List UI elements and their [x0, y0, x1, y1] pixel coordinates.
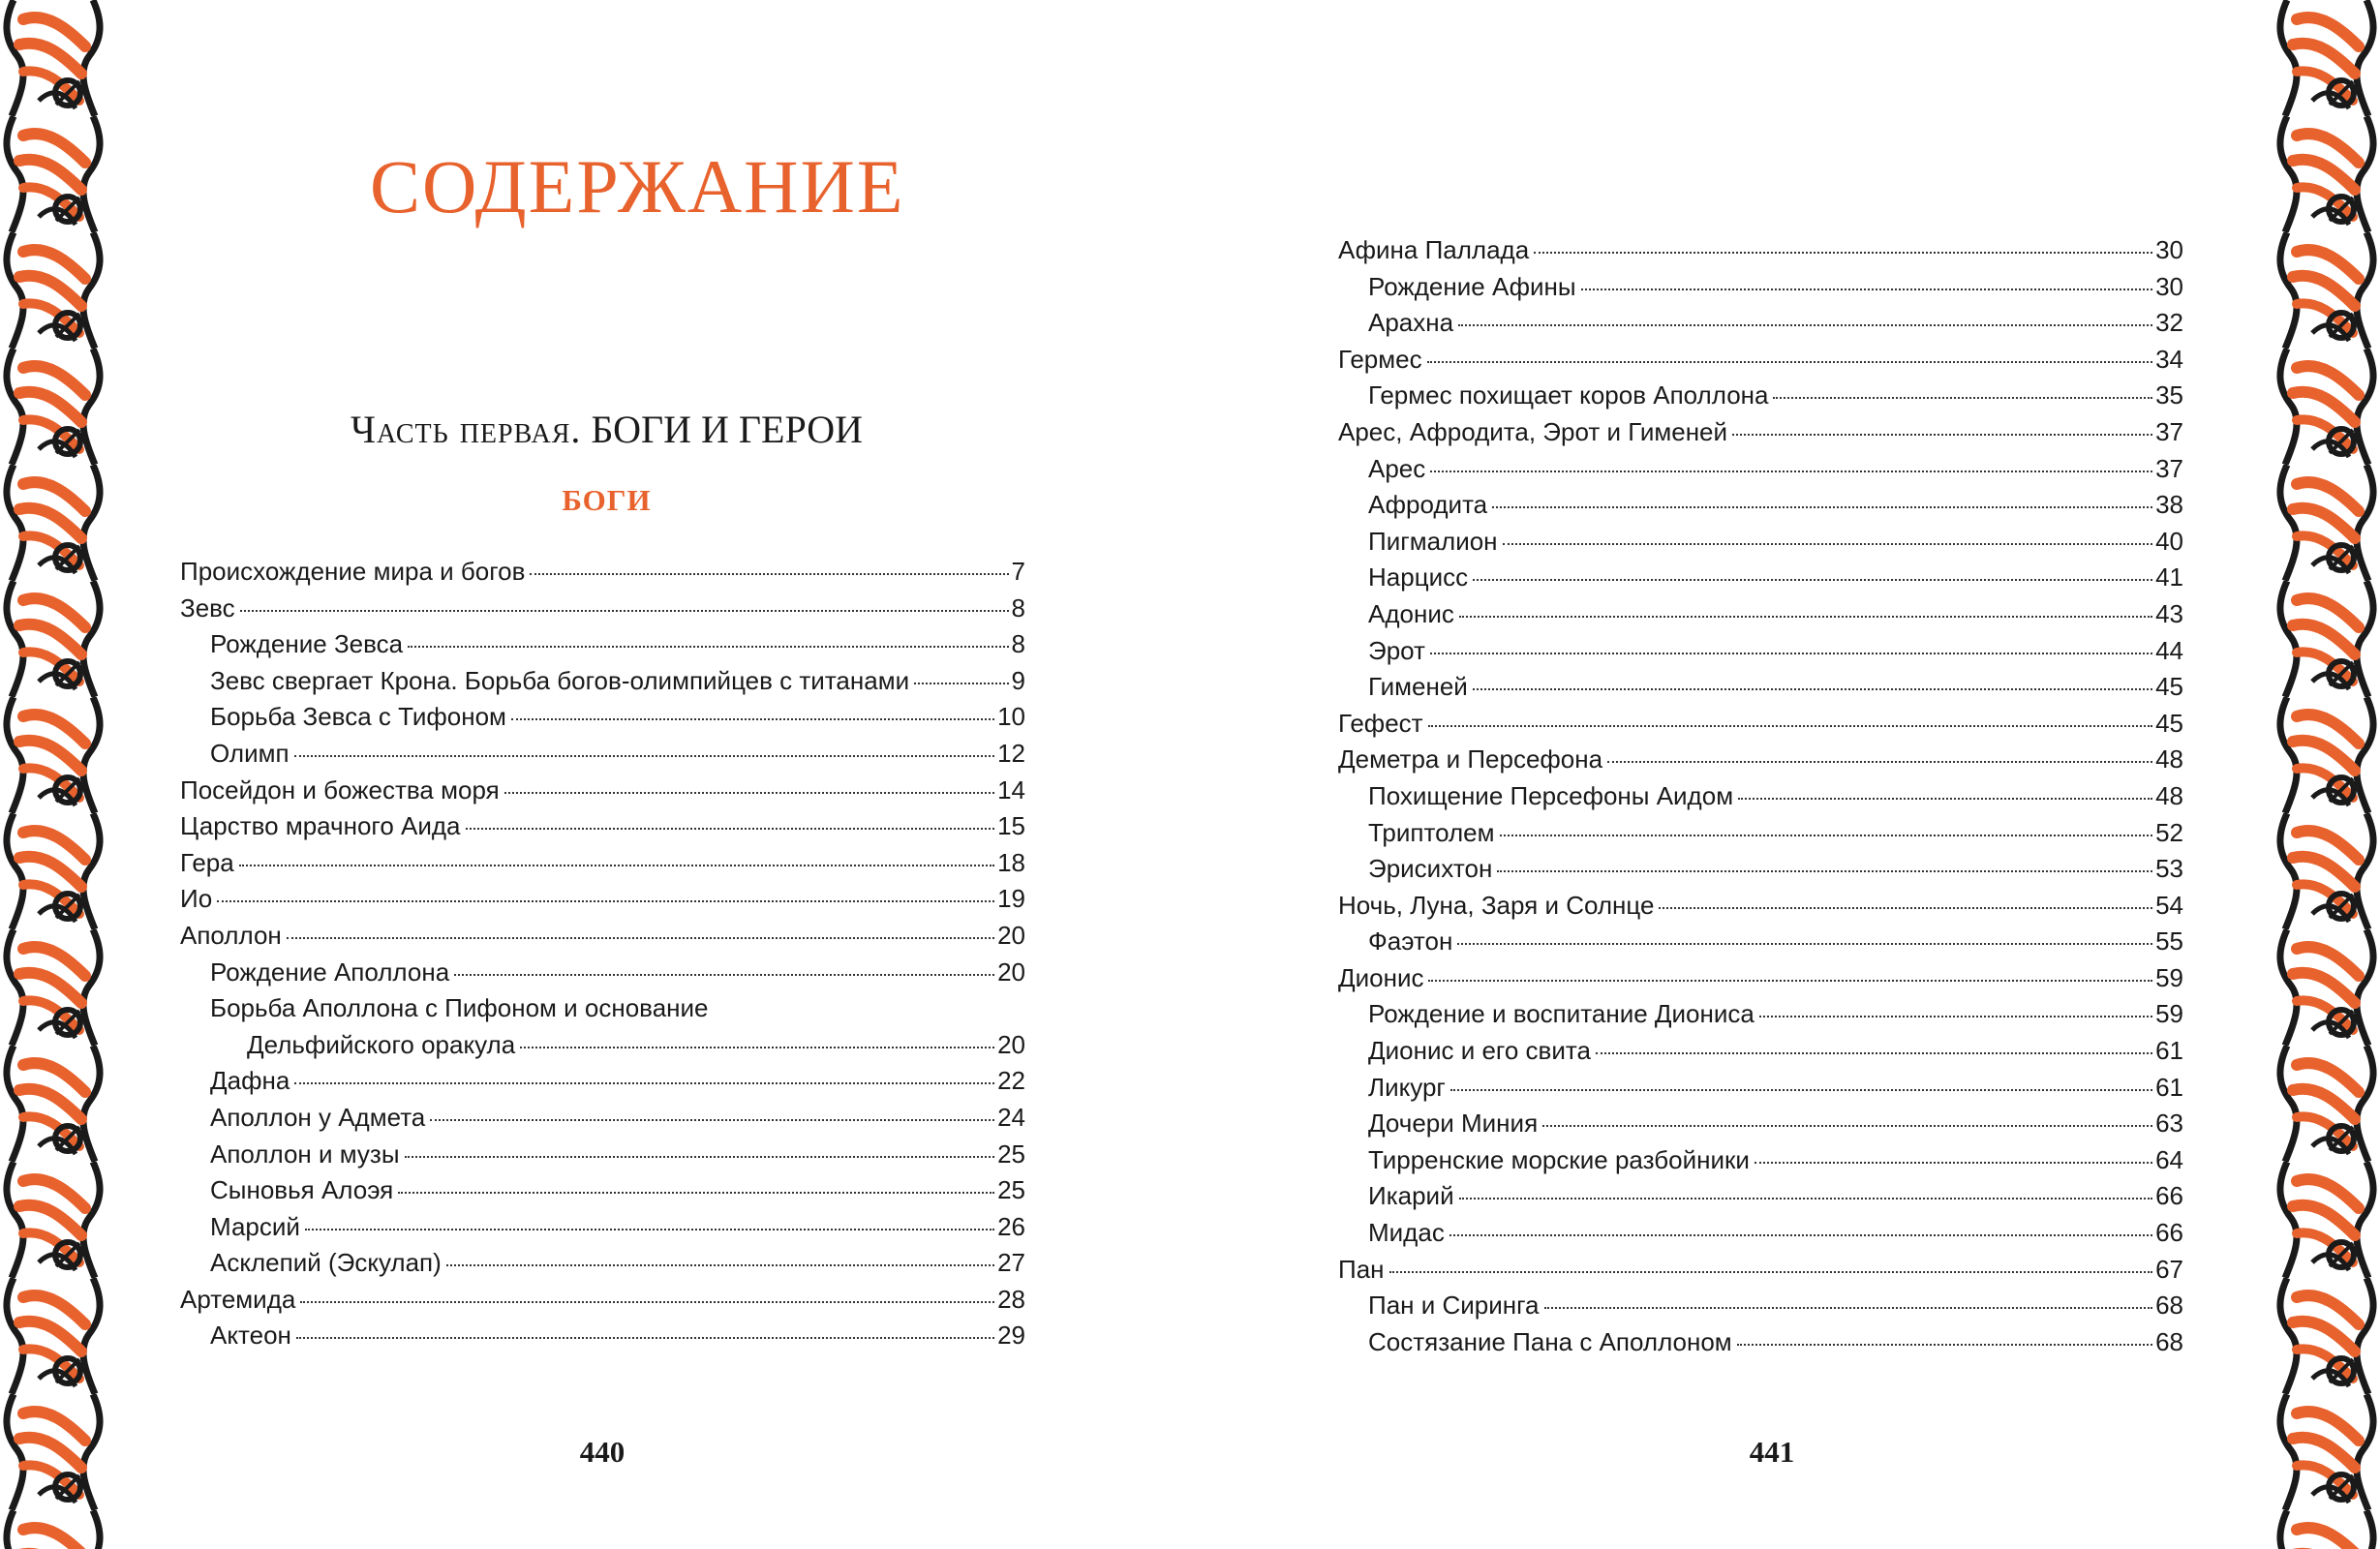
page-number: 441	[1749, 1435, 1795, 1469]
toc-entry-page: 14	[997, 774, 1025, 805]
toc-leader-dots	[398, 1192, 994, 1194]
toc-entry-title: Эрот	[1368, 635, 1425, 665]
toc-leader-dots	[305, 1229, 994, 1230]
toc-entry-page: 67	[2155, 1254, 2183, 1284]
toc-subentry[interactable]	[180, 1063, 1025, 1100]
toc-subentry[interactable]	[1338, 1324, 2183, 1361]
toc-entry-title: Афродита	[1368, 490, 1488, 520]
toc-subentry[interactable]	[1338, 851, 2183, 888]
right-page	[1190, 0, 2380, 1549]
toc-entry[interactable]	[180, 918, 1025, 955]
toc-subentry[interactable]	[1338, 1142, 2183, 1179]
toc-subentry[interactable]	[1338, 778, 2183, 815]
toc-entry-title: Олимп	[210, 738, 290, 768]
toc-entry[interactable]	[180, 554, 1025, 591]
toc-leader-dots	[1759, 1016, 2152, 1017]
toc-leader-dots	[1544, 1307, 2153, 1309]
toc-entry-title: Арес, Афродита, Эрот и Гименей	[1338, 416, 1728, 446]
toc-leader-dots	[294, 1082, 994, 1084]
toc-entry-page: 48	[2155, 744, 2183, 774]
toc-entry-page: 37	[2155, 416, 2183, 446]
toc-entry-page: 30	[2155, 235, 2183, 264]
toc-entry[interactable]	[180, 1282, 1025, 1319]
toc-entry-page: 26	[997, 1211, 1025, 1241]
toc-entry-title: Эрисихтон	[1368, 854, 1493, 884]
toc-entry-title: Аполлон	[180, 920, 282, 950]
part-label: Часть первая.	[351, 408, 582, 451]
toc-leader-dots	[1738, 798, 2152, 800]
toc-entry-title: Зевс свергает Крона. Борьба богов-олимпийцев с титанами	[210, 665, 910, 695]
toc-subentry[interactable]	[180, 626, 1025, 663]
toc-leader-dots	[504, 792, 994, 794]
toc-entry-title: Рождение Афины	[1368, 271, 1576, 301]
toc-leader-dots	[1596, 1052, 2152, 1054]
toc-entry-page: 24	[997, 1102, 1025, 1132]
toc-entry-title: Зевс	[180, 592, 235, 623]
toc-entry-title: Гера	[180, 847, 234, 877]
toc-entry-title: Пан и Сиринга	[1368, 1291, 1540, 1321]
toc-entry-page: 68	[2155, 1326, 2183, 1356]
toc-entry-title: Пан	[1338, 1254, 1385, 1284]
toc-leader-dots	[1428, 725, 2153, 727]
toc-subentry[interactable]	[1338, 669, 2183, 706]
toc-leader-dots	[530, 573, 1008, 575]
toc-leader-dots	[408, 646, 1008, 648]
toc-subentry[interactable]	[1338, 1178, 2183, 1215]
page-number: 440	[579, 1435, 626, 1469]
toc-entry-page: 20	[997, 920, 1025, 950]
toc-subentry[interactable]	[1338, 924, 2183, 960]
toc-subentry[interactable]	[180, 1318, 1025, 1354]
toc-leader-dots	[1542, 1125, 2152, 1127]
toc-leader-dots	[1534, 252, 2152, 254]
toc-leader-dots	[1473, 579, 2152, 581]
toc-entry-title: Тирренские морские разбойники	[1368, 1144, 1750, 1174]
toc-leader-dots	[1732, 434, 2152, 436]
toc-entry[interactable]	[1338, 414, 2183, 451]
toc-entry-title: Гименей	[1368, 672, 1468, 702]
toc-leader-dots	[294, 755, 994, 757]
toc-entry-title: Триптолем	[1368, 817, 1495, 847]
toc-subentry[interactable]	[1338, 815, 2183, 852]
toc-subentry[interactable]	[1338, 1033, 2183, 1070]
toc-entry-title: Похищение Персефоны Аидом	[1368, 780, 1734, 810]
toc-subentry[interactable]	[180, 663, 1025, 700]
toc-entry-page: 18	[997, 847, 1025, 877]
toc-leader-dots	[1459, 1198, 2152, 1200]
toc-entry-page: 8	[1011, 629, 1025, 659]
toc-entry-page: 68	[2155, 1291, 2183, 1321]
toc-entry-title: Рождение Зевса	[210, 629, 404, 659]
toc-subentry[interactable]	[1338, 1070, 2183, 1107]
toc-entry-title: Арахна	[1368, 308, 1454, 338]
toc-subentry[interactable]	[1338, 451, 2183, 488]
toc-entry-page: 10	[997, 702, 1025, 732]
toc-entry-page: 66	[2155, 1218, 2183, 1248]
toc-entry-page: 25	[997, 1139, 1025, 1169]
toc-entry-page: 59	[2155, 962, 2183, 992]
toc-subentry[interactable]	[180, 955, 1025, 991]
toc-leader-dots	[217, 900, 994, 902]
toc-leader-dots	[1659, 907, 2152, 909]
toc-subentry[interactable]	[180, 990, 1025, 1027]
toc-entry-title: Арес	[1368, 453, 1426, 483]
toc-leader-dots	[1497, 870, 2152, 872]
toc-entry-title: Асклепий (Эскулап)	[210, 1248, 442, 1278]
toc-subentry[interactable]	[180, 699, 1025, 736]
toc-subentry-continuation[interactable]	[180, 1027, 1025, 1064]
toc-entry-title: Дельфийского оракула	[247, 1029, 516, 1059]
contents-title: СОДЕРЖАНИЕ	[370, 144, 905, 228]
toc-leader-dots	[1430, 471, 2152, 472]
toc-entry-title: Деметра и Персефона	[1338, 744, 1603, 774]
part-heading	[0, 407, 1213, 452]
toc-entry-page: 20	[997, 957, 1025, 987]
toc-entry-page: 48	[2155, 780, 2183, 810]
toc-subentry[interactable]	[180, 1172, 1025, 1209]
toc-entry-page: 59	[2155, 999, 2183, 1029]
toc-entry[interactable]	[180, 591, 1025, 627]
toc-entry-title: Борьба Зевса с Тифоном	[210, 702, 506, 732]
toc-entry[interactable]	[1338, 342, 2183, 379]
toc-entry-page: 9	[1011, 665, 1025, 695]
toc-entry[interactable]	[1338, 888, 2183, 925]
toc-leader-dots	[511, 718, 994, 720]
toc-leader-dots	[1449, 1234, 2152, 1236]
toc-entry-title: Аполлон у Адмета	[210, 1102, 426, 1132]
toc-leader-dots	[1754, 1162, 2152, 1164]
toc-entry-page: 32	[2155, 308, 2183, 338]
toc-entry-title: Рождение и воспитание Диониса	[1368, 999, 1754, 1029]
toc-entry-page: 41	[2155, 562, 2183, 592]
toc-entry[interactable]	[180, 773, 1025, 809]
toc-subentry[interactable]	[1338, 269, 2183, 306]
toc-subentry[interactable]	[1338, 1288, 2183, 1324]
toc-leader-dots	[1607, 761, 2152, 763]
toc-leader-dots	[1450, 1089, 2152, 1091]
toc-entry-title: Гермес	[1338, 344, 1422, 374]
toc-subentry[interactable]	[180, 1100, 1025, 1137]
toc-entry-title: Борьба Аполлона с Пифоном и основание	[210, 993, 709, 1023]
toc-subentry[interactable]	[180, 1209, 1025, 1246]
toc-entry-page: 15	[997, 811, 1025, 841]
toc-entry[interactable]	[1338, 742, 2183, 778]
toc-entry-title: Фаэтон	[1368, 926, 1453, 957]
toc-entry-title: Дочери Миния	[1368, 1109, 1539, 1139]
toc-entry-title: Дафна	[210, 1066, 290, 1096]
toc-entry-page: 54	[2155, 890, 2183, 920]
toc-subentry[interactable]	[1338, 305, 2183, 342]
toc-entry-page: 8	[1011, 592, 1025, 623]
toc-entry-page: 61	[2155, 1036, 2183, 1066]
toc-entry-title: Марсий	[210, 1211, 300, 1241]
toc-list-right	[1338, 232, 2183, 1360]
toc-entry-title: Гефест	[1338, 708, 1423, 738]
toc-entry-title: Артемида	[180, 1284, 296, 1314]
toc-leader-dots	[454, 974, 994, 976]
toc-entry-title: Нарцисс	[1368, 562, 1469, 592]
toc-leader-dots	[1389, 1271, 2153, 1273]
toc-entry-page: 35	[2155, 380, 2183, 410]
toc-entry[interactable]	[180, 808, 1025, 845]
toc-leader-dots	[296, 1337, 994, 1339]
toc-leader-dots	[520, 1047, 994, 1048]
toc-leader-dots	[1430, 653, 2152, 654]
toc-subentry[interactable]	[180, 1137, 1025, 1173]
toc-subentry[interactable]	[1338, 524, 2183, 561]
toc-entry-title: Ио	[180, 884, 213, 914]
toc-entry-page: 63	[2155, 1109, 2183, 1139]
toc-entry-page: 44	[2155, 635, 2183, 665]
toc-entry-page: 45	[2155, 672, 2183, 702]
toc-list-left	[180, 554, 1025, 1354]
toc-subentry[interactable]	[1338, 378, 2183, 414]
toc-leader-dots	[1773, 397, 2152, 399]
toc-subentry[interactable]	[1338, 560, 2183, 596]
toc-leader-dots	[1459, 616, 2152, 618]
toc-entry-page: 34	[2155, 344, 2183, 374]
toc-entry-page: 40	[2155, 526, 2183, 556]
toc-entry[interactable]	[1338, 960, 2183, 997]
toc-entry-page: 25	[997, 1175, 1025, 1205]
toc-entry-page: 64	[2155, 1144, 2183, 1174]
toc-entry-page: 27	[997, 1248, 1025, 1278]
toc-entry-page: 53	[2155, 854, 2183, 884]
section-heading: БОГИ	[562, 483, 652, 517]
toc-subentry[interactable]	[1338, 487, 2183, 524]
toc-leader-dots	[1457, 943, 2152, 945]
toc-entry-page: 19	[997, 884, 1025, 914]
toc-entry-title: Актеон	[210, 1321, 291, 1351]
toc-subentry[interactable]	[1338, 1106, 2183, 1142]
toc-leader-dots	[1503, 543, 2153, 545]
toc-leader-dots	[1737, 1344, 2152, 1346]
toc-entry-page: 66	[2155, 1181, 2183, 1211]
toc-leader-dots	[405, 1156, 995, 1158]
toc-entry-page: 28	[997, 1284, 1025, 1314]
toc-entry-page: 7	[1011, 557, 1025, 586]
toc-entry-title: Пигмалион	[1368, 526, 1498, 556]
toc-subentry[interactable]	[1338, 633, 2183, 670]
toc-entry[interactable]	[1338, 706, 2183, 743]
toc-entry-title: Адонис	[1368, 598, 1454, 628]
toc-entry[interactable]	[1338, 232, 2183, 269]
toc-entry-page: 12	[997, 738, 1025, 768]
toc-entry[interactable]	[180, 881, 1025, 918]
toc-subentry[interactable]	[1338, 1215, 2183, 1252]
toc-entry-title: Сыновья Алоэя	[210, 1175, 394, 1205]
toc-entry-title: Происхождение мира и богов	[180, 557, 526, 586]
toc-entry-title: Состязание Пана с Аполлоном	[1368, 1326, 1732, 1356]
toc-subentry[interactable]	[1338, 596, 2183, 633]
toc-entry-title: Рождение Аполлона	[210, 957, 450, 987]
toc-entry-page: 61	[2155, 1072, 2183, 1102]
toc-entry-page: 37	[2155, 453, 2183, 483]
toc-leader-dots	[287, 937, 994, 939]
toc-entry-page: 45	[2155, 708, 2183, 738]
toc-leader-dots	[1427, 361, 2152, 363]
toc-entry[interactable]	[1338, 1252, 2183, 1289]
toc-entry-page: 30	[2155, 271, 2183, 301]
toc-leader-dots	[446, 1264, 994, 1266]
toc-entry-title: Гермес похищает коров Аполлона	[1368, 380, 1769, 410]
toc-entry-title: Икарий	[1368, 1181, 1454, 1211]
toc-entry-page: 29	[997, 1321, 1025, 1351]
toc-entry-page: 38	[2155, 490, 2183, 520]
toc-entry-page: 55	[2155, 926, 2183, 957]
toc-entry-title: Ночь, Луна, Заря и Солнце	[1338, 890, 1655, 920]
toc-subentry[interactable]	[1338, 996, 2183, 1033]
toc-entry[interactable]	[180, 845, 1025, 882]
toc-leader-dots	[1500, 835, 2153, 836]
toc-leader-dots	[1428, 980, 2152, 982]
part-title: БОГИ И ГЕРОИ	[591, 408, 863, 451]
toc-leader-dots	[240, 610, 1009, 612]
toc-entry-title: Мидас	[1368, 1218, 1445, 1248]
toc-entry-page: 43	[2155, 598, 2183, 628]
toc-entry-title: Дионис и его свита	[1368, 1036, 1591, 1066]
toc-entry-title: Ликург	[1368, 1072, 1446, 1102]
toc-leader-dots	[1458, 324, 2152, 326]
toc-leader-dots	[1492, 506, 2152, 508]
toc-subentry[interactable]	[180, 736, 1025, 773]
toc-leader-dots	[430, 1119, 994, 1121]
toc-leader-dots	[466, 828, 995, 830]
toc-entry-page: 52	[2155, 817, 2183, 847]
toc-entry-title: Дионис	[1338, 962, 1424, 992]
toc-entry-title: Царство мрачного Аида	[180, 811, 461, 841]
toc-leader-dots	[300, 1301, 994, 1303]
toc-subentry[interactable]	[180, 1245, 1025, 1282]
toc-entry-title: Посейдон и божества моря	[180, 774, 500, 805]
toc-entry-page: 22	[997, 1066, 1025, 1096]
toc-entry-title: Афина Паллада	[1338, 235, 1530, 264]
toc-leader-dots	[914, 683, 1008, 684]
toc-leader-dots	[239, 865, 994, 866]
toc-leader-dots	[1473, 688, 2152, 690]
toc-leader-dots	[1581, 289, 2153, 290]
toc-entry-title: Аполлон и музы	[210, 1139, 400, 1169]
toc-entry-page: 20	[997, 1029, 1025, 1059]
